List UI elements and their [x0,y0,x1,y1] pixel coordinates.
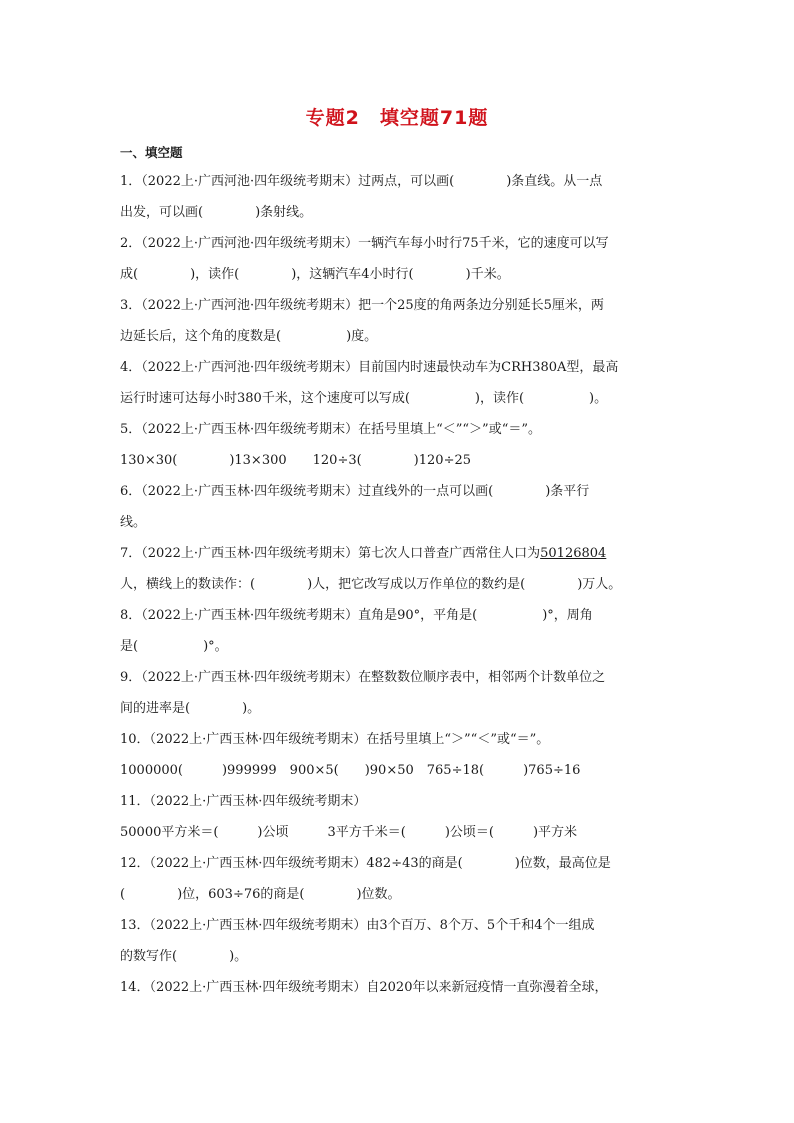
line-text: 7．（2022上·广西玉林·四年级统考期末）第七次人口普查广西常住人口为 [120,546,541,561]
line-text: 线。 [120,515,147,530]
line-text: 边延长后，这个角的度数是( )度。 [120,329,378,344]
text-line [120,607,680,638]
text-line [120,421,680,452]
line-text: 2．（2022上·广西河池·四年级统考期末）一辆汽车每小时行75千米，它的速度可以写 [120,236,609,251]
line-text: 14．（2022上·广西玉林·四年级统考期末）自2020年以来新冠疫情一直弥漫着全球， [120,980,608,995]
text-line [120,297,680,328]
text-line [120,173,680,204]
text-line [120,731,680,762]
line-text: 6．（2022上·广西玉林·四年级统考期末）过直线外的一点可以画( )条平行 [120,484,590,499]
section-heading: 一、填空题 [120,145,183,160]
line-text: 1000000( )999999 900×5( )90×50 765÷18( )765÷16 [120,763,581,778]
text-line [120,917,680,948]
text-line [120,762,680,793]
line-text: 10．（2022上·广西玉林·四年级统考期末）在括号里填上“＞”“＜”或“＝”。 [120,732,550,747]
line-text: 3．（2022上·广西河池·四年级统考期末）把一个25度的角两条边分别延长5厘米，两 [120,298,604,313]
text-line [120,669,680,700]
line-text: 出发，可以画( )条射线。 [120,205,313,220]
text-line [120,204,680,235]
text-line [120,390,680,421]
text-line [120,483,680,514]
text-line [120,855,680,886]
text-line [120,359,680,390]
text-line [120,886,680,917]
line-text: 4．（2022上·广西河池·四年级统考期末）目前国内时速最快动车为CRH380A型，最高 [120,360,619,375]
line-text: 成( )，读作( )，这辆汽车4小时行( )千米。 [120,267,510,282]
question-list [120,173,680,1010]
text-line [120,576,680,607]
line-text: ( )位，603÷76的商是( )位数。 [120,887,401,902]
line-text: 50000平方米＝( )公顷 3平方千米＝( )公顷＝( )平方米 [120,825,578,840]
line-text: 是( )°。 [120,639,228,654]
line-text: 13．（2022上·广西玉林·四年级统考期末）由3个百万、8个万、5个千和4个一组成 [120,918,595,933]
line-text: 人，横线上的数读作：( )人，把它改写成以万作单位的数约是( )万人。 [120,577,622,592]
text-line [120,638,680,669]
line-text: 5．（2022上·广西玉林·四年级统考期末）在括号里填上“＜”“＞”或“＝”。 [120,422,541,437]
document-title: 专题2 填空题71题 [305,107,489,129]
line-text: 8．（2022上·广西玉林·四年级统考期末）直角是90°，平角是( )°，周角 [120,608,593,623]
line-text: 运行时速可达每小时380千米，这个速度可以写成( )，读作( )。 [120,391,608,406]
text-line [120,700,680,731]
text-line [120,328,680,359]
line-text: 11．（2022上·广西玉林·四年级统考期末） [120,794,367,809]
text-line [120,235,680,266]
line-text: 的数写作( )。 [120,949,248,964]
line-text: 130×30( )13×300 120÷3( )120÷25 [120,453,472,468]
text-line [120,824,680,855]
text-line [120,266,680,297]
text-line [120,793,680,824]
text-line [120,452,680,483]
line-text: 1．（2022上·广西河池·四年级统考期末）过两点，可以画( )条直线。从一点 [120,174,603,189]
line-text: 12．（2022上·广西玉林·四年级统考期末）482÷43的商是( )位数，最高位是 [120,856,611,871]
text-line [120,514,680,545]
line-text: 间的进率是( )。 [120,701,261,716]
underlined-number: 50126804 [540,546,607,561]
line-text: 9．（2022上·广西玉林·四年级统考期末）在整数数位顺序表中，相邻两个计数单位之 [120,670,606,685]
text-line [120,545,680,576]
text-line [120,948,680,979]
text-line [120,979,680,1010]
